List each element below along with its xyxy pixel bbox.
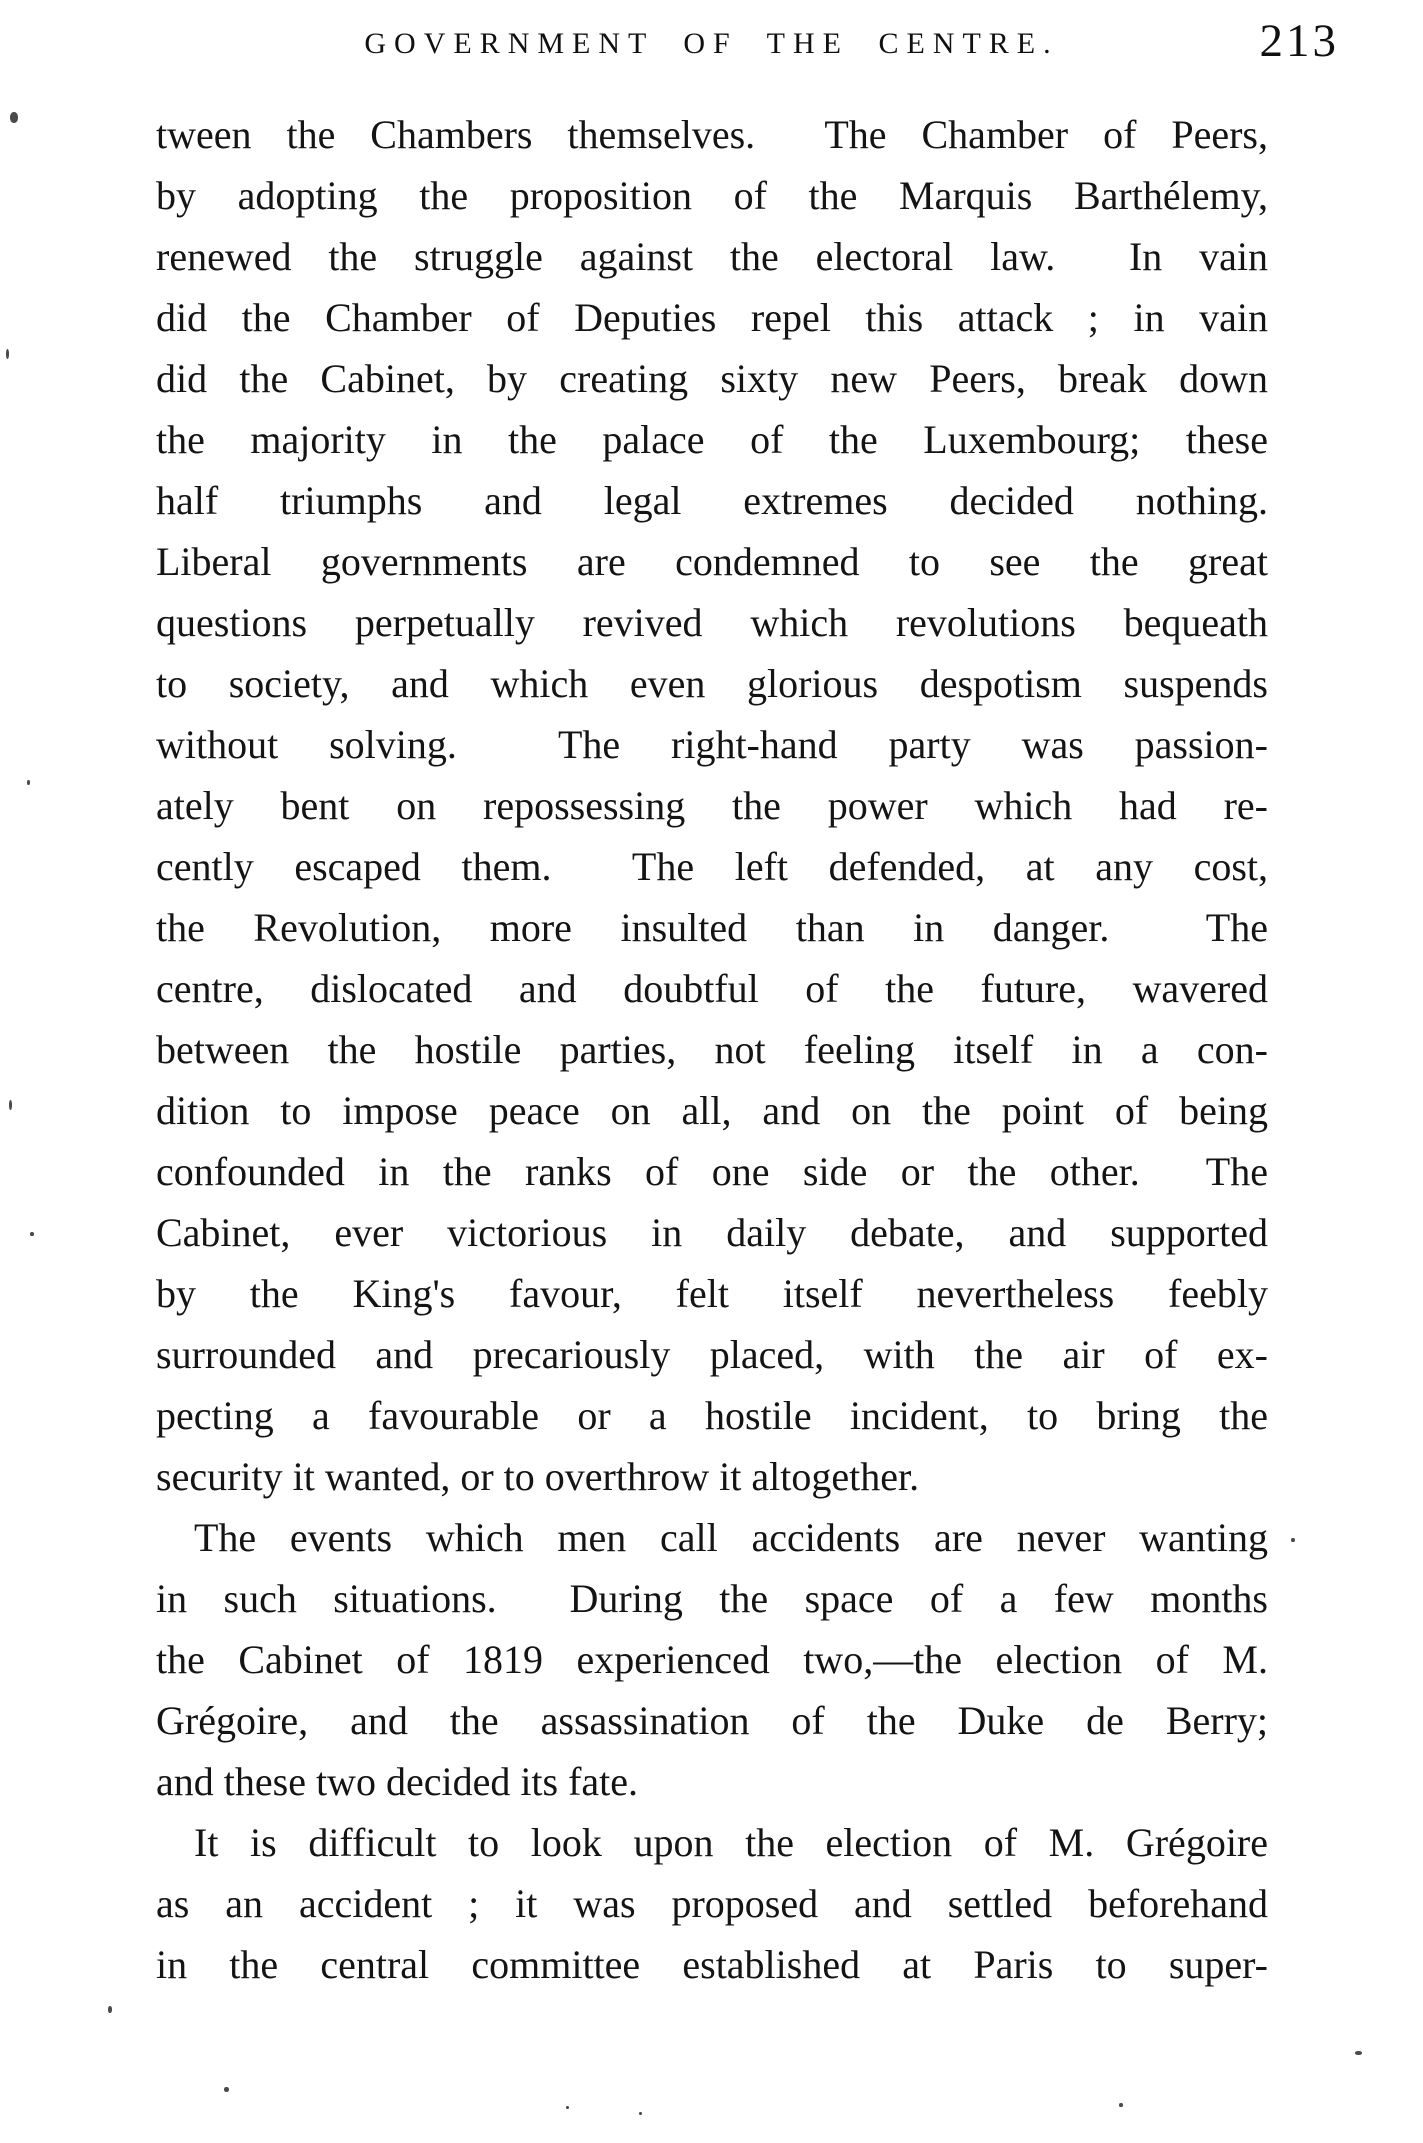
text-line: and these two decided its fate. [156,1759,639,1804]
text-line: by adopting the proposition of the Marquis Barthélemy, [156,173,1268,218]
text-line: renewed the struggle against the electoral law. In vain [156,234,1268,279]
text-line: The events which men call accidents are never wanting [194,1515,1268,1560]
text-line: ately bent on repossessing the power which had re- [156,783,1268,828]
scan-speck [1119,2103,1123,2107]
text-line: between the hostile parties, not feeling itself in a con- [156,1027,1268,1072]
text-line: in the central committee established at Paris to super- [156,1942,1268,1987]
scan-speck [108,2006,112,2013]
scan-speck [9,1100,12,1110]
scan-speck [1291,1538,1295,1542]
text-line: did the Chamber of Deputies repel this attack ; in vain [156,295,1268,340]
text-line: cently escaped them. The left defended, at any cost, [156,844,1268,889]
text-line: surrounded and precariously placed, with the air of ex- [156,1332,1268,1377]
text-line: the majority in the palace of the Luxembourg; these [156,417,1268,462]
scan-speck [1355,2051,1362,2055]
scan-speck [224,2087,229,2092]
scan-speck [6,349,9,359]
text-line: the Cabinet of 1819 experienced two,—the election of M. [156,1637,1268,1682]
text-line: questions perpetually revived which revolutions bequeath [156,600,1268,645]
page-body [156,104,1268,1995]
text-line: as an accident ; it was proposed and settled beforehand [156,1881,1268,1926]
text-line: to society, and which even glorious despotism suspends [156,661,1268,706]
page-number: 213 [1259,15,1339,67]
text-line: centre, dislocated and doubtful of the future, wavered [156,966,1268,1011]
text-line: confounded in the ranks of one side or the other. The [156,1149,1268,1194]
text-line: tween the Chambers themselves. The Chamber of Peers, [156,112,1268,157]
text-line: dition to impose peace on all, and on the point of being [156,1088,1268,1133]
text-line: Liberal governments are condemned to see the great [156,539,1268,584]
text-line: half triumphs and legal extremes decided nothing. [156,478,1268,523]
scan-speck [30,1232,34,1236]
text-line: without solving. The right-hand party was passion- [156,722,1268,767]
scan-speck [10,112,18,123]
text-line: Grégoire, and the assassination of the Duke de Berry; [156,1698,1268,1743]
text-line: in such situations. During the space of a few months [156,1576,1268,1621]
scan-speck [639,2112,642,2115]
scan-speck [27,780,30,785]
text-line: Cabinet, ever victorious in daily debate, and supported [156,1210,1268,1255]
scan-speck [566,2106,569,2109]
text-line: security it wanted, or to overthrow it altogether. [156,1454,920,1499]
text-line: pecting a favourable or a hostile incident, to bring the [156,1393,1268,1438]
text-line: It is difficult to look upon the election of M. Grégoire [194,1820,1268,1865]
text-line: did the Cabinet, by creating sixty new Peers, break down [156,356,1268,401]
text-line: by the King's favour, felt itself nevertheless feebly [156,1271,1268,1316]
running-title: GOVERNMENT OF THE CENTRE. [364,27,1059,60]
text-line: the Revolution, more insulted than in danger. The [156,905,1268,950]
